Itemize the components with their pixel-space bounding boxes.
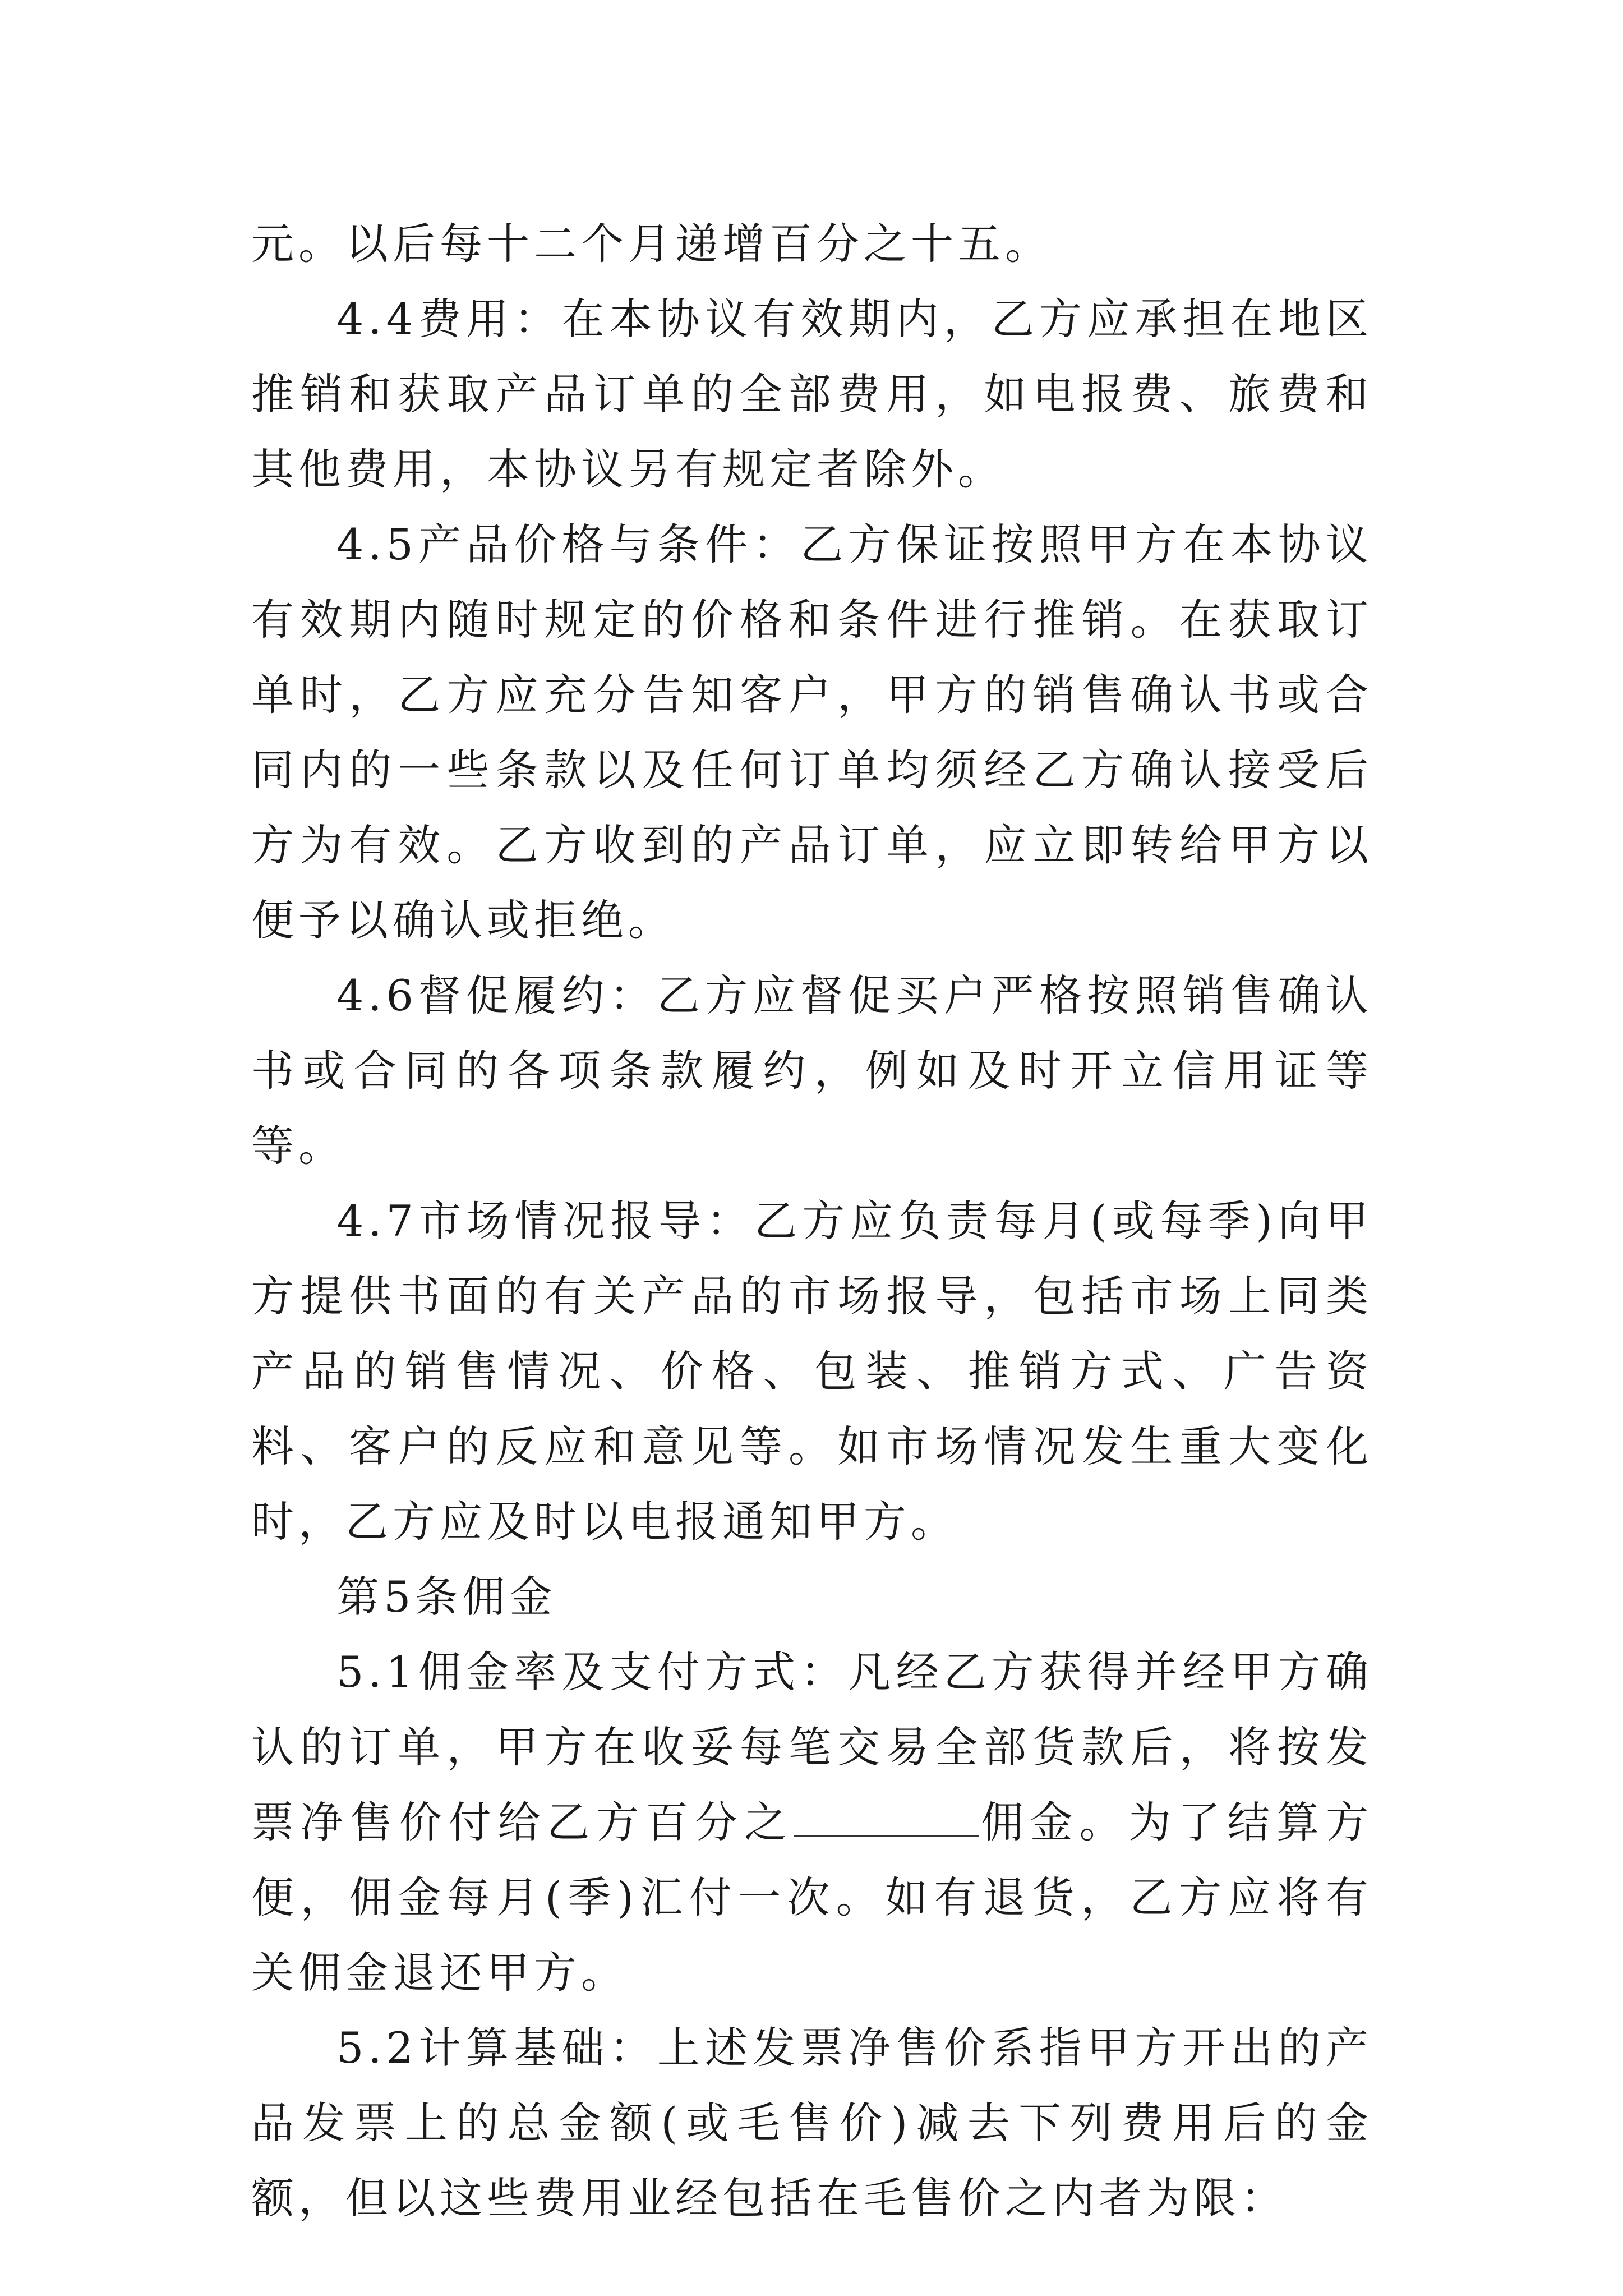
paragraph-4-7-market-report: 4.7市场情况报导：乙方应负责每月(或每季)向甲方提供书面的有关产品的市场报导，包括市场上同类产品的销售情况、价格、包装、推销方式、广告资料、客户的反应和意见等。如市场情况发生重大变化时，乙方应及时以电报通知甲方。 xyxy=(251,1196,1373,1547)
paragraph-5-2-calculation-basis: 5.2计算基础：上述发票净售价系指甲方开出的产品发票上的总金额(或毛售价)减去下列费用后的金额，但以这些费用业经包括在毛售价之内者为限： xyxy=(251,2023,1373,2223)
commission-rate-blank[interactable] xyxy=(794,1796,979,1837)
paragraph-5-1-commission-rate xyxy=(251,1635,1373,2010)
paragraph-4-6-performance: 4.6督促履约：乙方应督促买户严格按照销售确认书或合同的各项条款履约，例如及时开立信用证等等。 xyxy=(251,970,1373,1171)
paragraph-5-1-text-after: 佣金。为了结算方便，佣金每月(季)汇付一次。如有退货，乙方应将有关佣金退还甲方。 xyxy=(251,1797,1373,1998)
section-heading-5-commission: 第5条佣金 xyxy=(336,1572,557,1622)
paragraph-continuation: 元。以后每十二个月递增百分之十五。 xyxy=(251,219,1052,269)
paragraph-4-4-expenses: 4.4费用：在本协议有效期内，乙方应承担在地区推销和获取产品订单的全部费用，如电报费、旅费和其他费用，本协议另有规定者除外。 xyxy=(251,294,1373,494)
paragraph-4-5-price-terms: 4.5产品价格与条件：乙方保证按照甲方在本协议有效期内随时规定的价格和条件进行推销。在获取订单时，乙方应充分告知客户，甲方的销售确认书或合同内的一些条款以及任何订单均须经乙方确认接受后方为有效。乙方收到的产品订单，应立即转给甲方以便予以确认或拒绝。 xyxy=(251,519,1373,945)
paragraph-5-1-text-before: 5.1佣金率及支付方式：凡经乙方获得并经甲方确认的订单，甲方在收妥每笔交易全部货款后，将按发票净售价付给乙方百分之 xyxy=(251,1647,1373,1847)
document-body xyxy=(251,206,1373,2236)
